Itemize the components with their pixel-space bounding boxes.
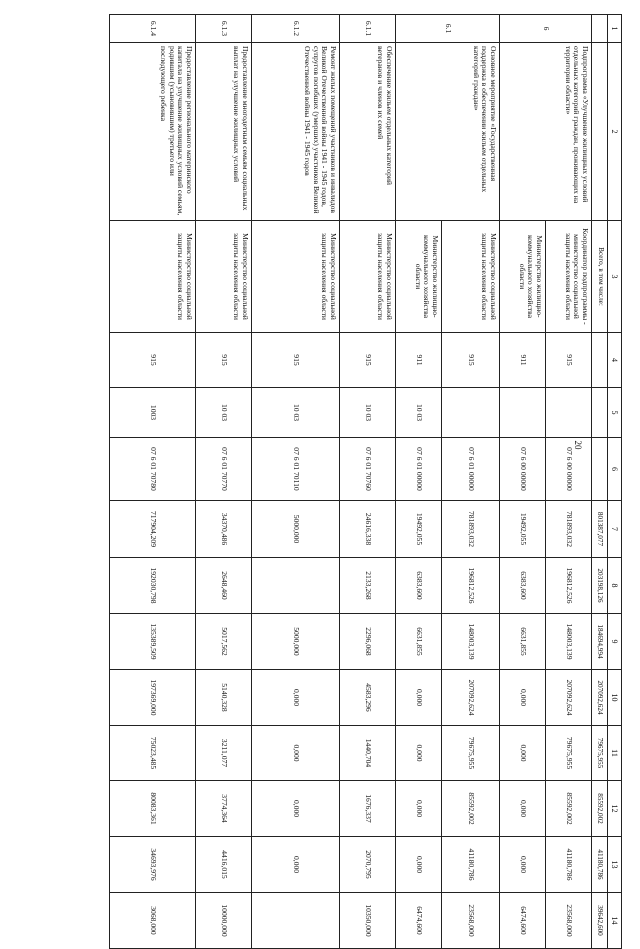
row-name: Основное мероприятие «Государственная поддержка в обеспечении жильем отдельных категорий граждан» — [396, 43, 500, 221]
executor-name: Министерство жилищно-коммунального хозяйства области — [500, 221, 546, 333]
amount-cell: 148003,139 — [442, 614, 500, 670]
amount-cell: 2133,268 — [340, 558, 396, 614]
code-cell: 07 6 01 00000 — [396, 438, 442, 501]
amount-cell: 781893,032 — [442, 501, 500, 558]
col-number: 11 — [608, 726, 622, 781]
amount-cell: 6631,855 — [500, 614, 546, 670]
code-cell: 1003 — [110, 388, 196, 438]
code-cell: 10 03 — [252, 388, 340, 438]
col-number: 10 — [608, 670, 622, 726]
amount-cell: 196812,526 — [442, 558, 500, 614]
amount-cell: 5000,000 — [252, 501, 340, 558]
amount-cell: 10350,000 — [340, 893, 396, 949]
rotated-table-wrapper — [6, 14, 622, 937]
amount-cell: 207092,624 — [546, 670, 592, 726]
code-cell: 07 6 01 70110 — [252, 438, 340, 501]
table-row — [340, 15, 396, 949]
amount-cell: 3774,364 — [196, 781, 252, 837]
col-number: 4 — [608, 333, 622, 388]
col-number: 13 — [608, 837, 622, 893]
amount-cell: 41180,786 — [442, 837, 500, 893]
amount-cell: 1676,337 — [340, 781, 396, 837]
code-cell: 915 — [546, 333, 592, 388]
code-cell: 07 6 01 70760 — [340, 438, 396, 501]
amount-cell: 717904,209 — [110, 501, 196, 558]
executor-name: Министерство жилищно-коммунального хозяйства области — [396, 221, 442, 333]
total-value: 41180,786 — [592, 837, 608, 893]
total-value: 85592,002 — [592, 781, 608, 837]
total-value: 801387,077 — [592, 501, 608, 558]
executor-name: Министерство социальной защиты населения области — [110, 221, 196, 333]
col-number: 6 — [608, 438, 622, 501]
table-row — [442, 15, 500, 949]
code-cell: 915 — [252, 333, 340, 388]
amount-cell: 781893,032 — [546, 501, 592, 558]
amount-cell: 4416,015 — [196, 837, 252, 893]
col-number: 2 — [608, 43, 622, 221]
amount-cell: 196812,526 — [546, 558, 592, 614]
amount-cell: 0,000 — [396, 781, 442, 837]
budget-table — [109, 14, 622, 949]
row-name: Предоставление регионального материнского капитала на улучшение жилищных условий семьям, родившим (усыновившим) третьего или последующего ребенка — [110, 43, 196, 221]
total-cell — [592, 15, 608, 43]
amount-cell: 10000,000 — [196, 893, 252, 949]
executor-name: Министерство социальной защиты населения области — [252, 221, 340, 333]
amount-cell: 6383,600 — [500, 558, 546, 614]
col-number: 8 — [608, 558, 622, 614]
amount-cell: 6474,600 — [396, 893, 442, 949]
column-number-row — [608, 15, 622, 949]
code-cell: 07 6 01 70780 — [110, 438, 196, 501]
code-cell — [546, 388, 592, 438]
code-cell: 07 6 00 00000 — [500, 438, 546, 501]
code-cell: 07 6 00 00000 — [546, 438, 592, 501]
amount-cell — [252, 558, 340, 614]
amount-cell: 5000,000 — [252, 614, 340, 670]
amount-cell: 85592,002 — [546, 781, 592, 837]
col-number: 12 — [608, 781, 622, 837]
code-cell: 10 03 — [196, 388, 252, 438]
amount-cell: 19492,055 — [396, 501, 442, 558]
code-cell: 915 — [340, 333, 396, 388]
amount-cell: 0,000 — [396, 670, 442, 726]
amount-cell: 4583,296 — [340, 670, 396, 726]
amount-cell: 0,000 — [252, 837, 340, 893]
amount-cell: 0,000 — [252, 781, 340, 837]
total-value: 203198,126 — [592, 558, 608, 614]
amount-cell: 0,000 — [252, 726, 340, 781]
table-body — [110, 15, 622, 949]
amount-cell: 135389,509 — [110, 614, 196, 670]
page-number: 20 — [573, 440, 583, 450]
amount-cell: 0,000 — [500, 781, 546, 837]
row-number: 6.1.2 — [252, 15, 340, 43]
row-name: Предоставление многодетным семьям социальных выплат на улучшение жилищных условий — [196, 43, 252, 221]
amount-cell: 207092,624 — [442, 670, 500, 726]
col-number: 9 — [608, 614, 622, 670]
amount-cell: 148003,139 — [546, 614, 592, 670]
amount-cell: 85592,002 — [442, 781, 500, 837]
amount-cell: 0,000 — [252, 670, 340, 726]
code-cell: 911 — [396, 333, 442, 388]
executor-name: Министерство социальной защиты населения области — [340, 221, 396, 333]
amount-cell: 2070,795 — [340, 837, 396, 893]
row-name: Ремонт жилых помещений участников и инвалидов Великой Отечественной войны 1941 - 1945 годов, супругов погибших (умерших) участников Великой Отечественной войны 1941 - 1945 годов — [252, 43, 340, 221]
amount-cell: 0,000 — [500, 670, 546, 726]
table-row — [252, 15, 340, 949]
total-cell — [592, 43, 608, 221]
col-number: 1 — [608, 15, 622, 43]
code-cell: 911 — [500, 333, 546, 388]
total-value: 39642,600 — [592, 893, 608, 949]
amount-cell: 34693,976 — [110, 837, 196, 893]
code-cell: 10 03 — [340, 388, 396, 438]
code-cell: 915 — [442, 333, 500, 388]
amount-cell: 197369,000 — [110, 670, 196, 726]
row-number: 6.1 — [396, 15, 500, 43]
code-cell — [442, 388, 500, 438]
code-cell: 07 6 01 00000 — [442, 438, 500, 501]
total-value: 207092,624 — [592, 670, 608, 726]
code-cell: 10 03 — [396, 388, 442, 438]
table-row — [110, 15, 196, 949]
amount-cell: 5140,328 — [196, 670, 252, 726]
executor-name: Министерство социальной защиты населения области — [196, 221, 252, 333]
amount-cell: 6631,855 — [396, 614, 442, 670]
row-number: 6.1.1 — [340, 15, 396, 43]
row-number: 6.1.4 — [110, 15, 196, 43]
amount-cell: 3211,077 — [196, 726, 252, 781]
amount-cell: 79675,955 — [442, 726, 500, 781]
amount-cell: 0,000 — [500, 837, 546, 893]
table-row — [196, 15, 252, 949]
amount-cell: 2296,068 — [340, 614, 396, 670]
amount-cell: 23568,000 — [546, 893, 592, 949]
amount-cell: 6474,600 — [500, 893, 546, 949]
total-value: 79675,955 — [592, 726, 608, 781]
amount-cell: 0,000 — [396, 726, 442, 781]
total-cell — [592, 438, 608, 501]
code-cell: 07 6 01 70770 — [196, 438, 252, 501]
amount-cell: 0,000 — [396, 837, 442, 893]
executor-name: Министерство социальной защиты населения области — [442, 221, 500, 333]
amount-cell: 41180,786 — [546, 837, 592, 893]
total-row — [592, 15, 608, 949]
amount-cell: 2648,460 — [196, 558, 252, 614]
amount-cell: 0,000 — [500, 726, 546, 781]
amount-cell: 5017,562 — [196, 614, 252, 670]
amount-cell: 3068,000 — [110, 893, 196, 949]
executor-name: Координатор подпрограммы - министерство социальной защиты населения области — [546, 221, 592, 333]
amount-cell: 192030,798 — [110, 558, 196, 614]
amount-cell: 79675,955 — [546, 726, 592, 781]
code-cell: 915 — [110, 333, 196, 388]
amount-cell: 24616,338 — [340, 501, 396, 558]
table-row — [546, 15, 592, 949]
amount-cell: 19492,055 — [500, 501, 546, 558]
code-cell — [500, 388, 546, 438]
total-cell — [592, 333, 608, 388]
col-number: 14 — [608, 893, 622, 949]
amount-cell: 6383,600 — [396, 558, 442, 614]
amount-cell — [252, 893, 340, 949]
amount-cell: 1440,704 — [340, 726, 396, 781]
row-number: 6 — [500, 15, 592, 43]
total-cell — [592, 388, 608, 438]
code-cell: 915 — [196, 333, 252, 388]
row-name: Подпрограмма «Улучшение жилищных условий отдельных категорий граждан, проживающих на территории области» — [500, 43, 592, 221]
amount-cell: 80083,361 — [110, 781, 196, 837]
amount-cell: 34370,486 — [196, 501, 252, 558]
total-value: 184694,994 — [592, 614, 608, 670]
total-label: Всего, в том числе: — [592, 221, 608, 333]
col-number: 5 — [608, 388, 622, 438]
row-number: 6.1.3 — [196, 15, 252, 43]
col-number: 3 — [608, 221, 622, 333]
amount-cell: 23568,000 — [442, 893, 500, 949]
col-number: 7 — [608, 501, 622, 558]
row-name: Обеспечение жильем отдельных категорий ветеранов и членов их семей — [340, 43, 396, 221]
amount-cell: 75023,485 — [110, 726, 196, 781]
